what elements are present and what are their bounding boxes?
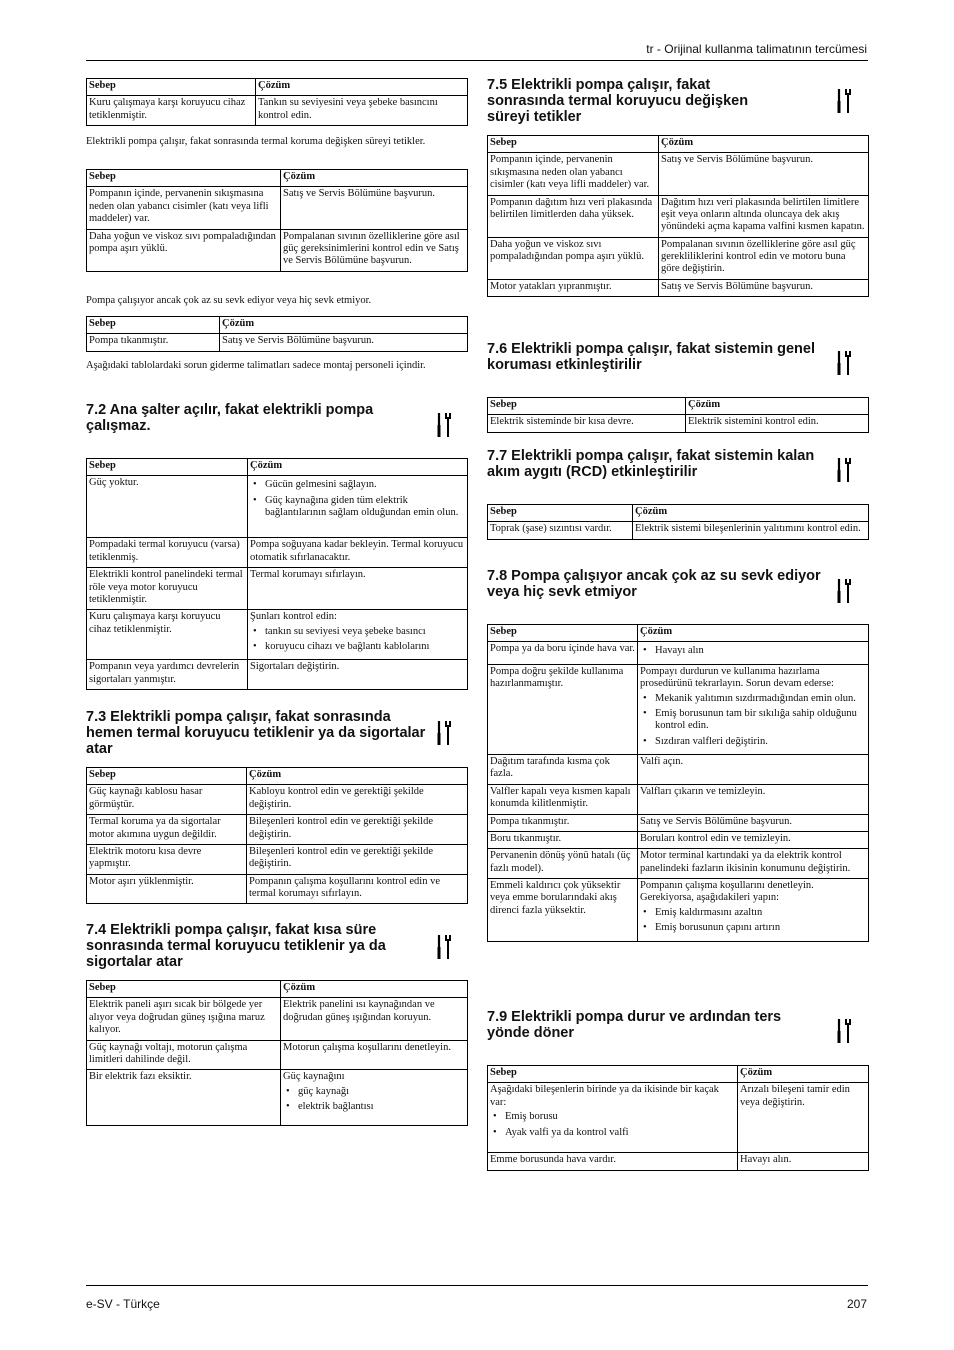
table-7-3: Sebep Çözüm Güç kaynağı kablosu hasar görmüştür. Kabloyu kontrol edin ve gerektiği şekilde değiştirin. Termal koruma ya da sigortalar motor akımına uygun değildir. Bileşenleri kontrol edin ve gerektiği şekilde değiştirin. Elektrik motoru kısa devre yapmıştır. Bileşenleri kontrol edin ve gerektiği şekilde değiştirin. Motor aşırı yüklenmiştir. Pompanın çalışma koşullarını kontrol edin ve termal korumayı sıfırlayın. [86,767,468,904]
table-clogged: Sebep Çözüm Pompa tıkanmıştır. Satış ve Servis Bölümüne başvurun. [86,316,468,352]
note-low-flow: Pompa çalışıyor ancak çok az su sevk ediyor veya hiç sevk etmiyor. [86,295,372,306]
table-row: Aşağıdaki bileşenlerin birinde ya da ikisinde bir kaçak var: • Emiş borusu • Ayak valfi ya da kontrol valfi Arızalı bileşeni tamir edin veya değiştirin. [488,1083,869,1153]
tools-icon [434,718,454,748]
tools-icon [834,455,854,485]
table-row: Pompanın içinde, pervanenin sıkışmasına neden olan yabancı cisimler (katı veya lifli maddeler) var. Satış ve Servis Bölümüne başvurun. [87,187,468,229]
header-rule [86,60,868,61]
heading-7-6: 7.6 Elektrikli pompa çalışır, fakat sistemin genel koruması etkinleştirilir [487,341,816,374]
table-row: Güç yoktur. • Gücün gelmesini sağlayın. • Güç kaynağına giden tüm elektrik bağlantılarının sağlam olduğundan emin olun. [87,476,468,538]
table-dry-run [86,78,468,126]
table-row: Pompanın içinde, pervanenin sıkışmasına neden olan yabancı cisimler (katı veya lifli maddeler) var. Satış ve Servis Bölümüne başvurun. [488,153,869,195]
heading-7-5: 7.5 Elektrikli pompa çalışır, fakat sonrasında termal koruyucu değişken süreyi tetikler [487,77,749,126]
table-row: Pervanenin dönüş yönü hatalı (üç fazlı model). Motor terminal kartındaki ya da elektrik kontrol panelindeki fazların ikisinin konumunu değiştirin. [488,849,869,879]
heading-7-2: 7.2 Ana şalter açılır, fakat elektrikli pompa çalışmaz. [86,402,374,435]
table-row: Bir elektrik fazı eksiktir. Güç kaynağını • güç kaynağı • elektrik bağlantısı [87,1070,468,1126]
tools-icon [434,932,454,962]
footer-rule [86,1285,868,1286]
table-row: Kuru çalışmaya karşı koruyucu cihaz tetiklenmiştir. Şunları kontrol edin: • tankın su seviyesi veya şebeke basıncı • koruyucu cihazı ve bağlantı kablolarını [87,610,468,660]
table-7-2: Sebep Çözüm Güç yoktur. • Gücün gelmesini sağlayın. • Güç kaynağına giden tüm elektrik bağlantılarının sağlam olduğundan emin olun. Pompadaki termal koruyucu (varsa) tetiklenmiş. Pompa soğuyana kadar bekleyin. Termal koruyucu otomatik sıfırlanacaktır. Elektrikli kontrol panelindeki termal röle veya motor koruyucu tetiklenmiştir. Termal korumayı sıfırlayın. Kuru çalışmaya karşı koruyucu cihaz tetiklenmiştir. Şunları kontrol edin: • tankın su seviyesi veya şebeke basıncı • koruyucu cihazı ve bağlantı kablolarını Pompanın veya yardımcı devrelerin sigortaları yanmıştır. Sigortaları değiştirin. [86,458,468,690]
page-header: tr - Orijinal kullanma talimatının tercümesi [646,42,867,56]
heading-7-9: 7.9 Elektrikli pompa durur ve ardından ters yönde döner [487,1009,782,1042]
col-solution: Çözüm [256,79,468,96]
page-number: 207 [846,1297,867,1311]
table-row: Pompa doğru şekilde kullanıma hazırlanmamıştır. Pompayı durdurun ve kullanıma hazırlama prosedürünü tekrarlayın. Sorun devam ederse: • Mekanik yalıtımın sızdırmadığından emin olun. • Emiş borusunun tam bir sıkılığa sahip olduğunu kontrol edin. • Sızdıran valfleri değiştirin. [488,664,869,754]
table-row: Motor aşırı yüklenmiştir. Pompanın çalışma koşullarını kontrol edin ve termal korumayı sıfırlayın. [87,874,468,904]
table-row: Pompanın dağıtım hızı veri plakasında belirtilen limitlerden daha yüksek. Dağıtım hızı veri plakasında belirtilen limitlere eşit veya onların altında oluncaya dek akış yönündeki açma kapama valfini kısmen kapatın. [488,195,869,237]
footer-doc: e-SV - Türkçe [86,1297,160,1311]
table-row: Kuru çalışmaya karşı koruyucu cihaz tetiklenmiştir. Tankın su seviyesini veya şebeke basıncını kontrol edin. [87,96,468,126]
table-row: Daha yoğun ve viskoz sıvı pompaladığından pompa aşırı yüklü. Pompalanan sıvının özelliklerine göre asıl güç gerekliliklerini kontrol edin ve motoru buna göre değiştirin. [488,237,869,279]
table-row: Toprak (şase) sızıntısı vardır. Elektrik sistemi bileşenlerinin yalıtımını kontrol edin. [488,522,869,539]
table-row: Güç kaynağı voltajı, motorun çalışma limitleri dahilinde değil. Motorun çalışma koşullarını denetleyin. [87,1040,468,1070]
table-row: Pompadaki termal koruyucu (varsa) tetiklenmiş. Pompa soğuyana kadar bekleyin. Termal koruyucu otomatik sıfırlanacaktır. [87,538,468,568]
table-7-6: Sebep Çözüm Elektrik sisteminde bir kısa devre. Elektrik sistemini kontrol edin. [487,397,869,433]
table-7-7: Sebep Çözüm Toprak (şase) sızıntısı vardır. Elektrik sistemi bileşenlerinin yalıtımını kontrol edin. [487,504,869,540]
tools-icon [434,410,454,440]
col-cause: Sebep [87,79,256,96]
table-7-8: Sebep Çözüm Pompa ya da boru içinde hava var. • Havayı alın Pompa doğru şekilde kullanıma hazırlanmamıştır. Pompayı durdurun ve kullanıma hazırlama prosedürünü tekrarlayın. Sorun devam ederse: • Mekanik yalıtımın sızdırmadığından emin olun. • Emiş borusunun tam bir sıkılığa sahip olduğunu kontrol edin. • Sızdıran valfleri değiştirin. Dağıtım tarafında kısma çok fazla. Valfi açın. Valfler kapalı veya kısmen kapalı konumda kilitlenmiştir. Valfları çıkarın ve temizleyin. Pompa tıkanmıştır. Satış ve Servis Bölümüne başvurun. Boru tıkanmıştır. Boruları kontrol edin ve temizleyin. Pervanenin dönüş yönü hatalı (üç fazlı model). Motor terminal kartındaki ya da elektrik kontrol panelindeki fazların ikisinin konumunu değiştirin. Emmeli kaldırıcı çok yüksektir veya emme borularındaki akış direnci fazla yüksektir. Pompanın çalışma koşullarını denetleyin. Gerekiyorsa, aşağıdakileri yapın: • Emiş kaldırmasını azaltın • Emiş borusunun çapını artırın [487,624,869,942]
table-row: Elektrik sisteminde bir kısa devre. Elektrik sistemini kontrol edin. [488,415,869,432]
tools-icon [834,86,854,116]
heading-7-4: 7.4 Elektrikli pompa çalışır, fakat kısa süre sonrasında termal koruyucu tetiklenir ya da sigortalar atar [86,922,386,971]
table-row: Valfler kapalı veya kısmen kapalı konumda kilitlenmiştir. Valfları çıkarın ve temizleyin. [488,784,869,814]
table-row: Motor yatakları yıpranmıştır. Satış ve Servis Bölümüne başvurun. [488,279,869,296]
table-row: Elektrik motoru kısa devre yapmıştır. Bileşenleri kontrol edin ve gerektiği şekilde değiştirin. [87,844,468,874]
note-installer: Aşağıdaki tablolardaki sorun giderme talimatları sadece montaj personeli içindir. [86,360,426,371]
table-row: Pompa tıkanmıştır. Satış ve Servis Bölümüne başvurun. [488,814,869,831]
table-row: Dağıtım tarafında kısma çok fazla. Valfi açın. [488,755,869,785]
table-row: Daha yoğun ve viskoz sıvı pompaladığından pompa aşırı yüklü. Pompalanan sıvının özelliklerine göre asıl güç gereksinimlerini kontrol edin ve Satış ve Servis Bölümüne başvurun. [87,229,468,271]
table-7-5: Sebep Çözüm Pompanın içinde, pervanenin sıkışmasına neden olan yabancı cisimler (katı veya lifli maddeler) var. Satış ve Servis Bölümüne başvurun. Pompanın dağıtım hızı veri plakasında belirtilen limitlerden daha yüksek. Dağıtım hızı veri plakasında belirtilen limitlere eşit veya onların altında oluncaya dek akış yönündeki açma kapama valfini kısmen kapatın. Daha yoğun ve viskoz sıvı pompaladığından pompa aşırı yüklü. Pompalanan sıvının özelliklerine göre asıl güç gerekliliklerini kontrol edin ve motoru buna göre değiştirin. Motor yatakları yıpranmıştır. Satış ve Servis Bölümüne başvurun. [487,135,869,297]
heading-7-3: 7.3 Elektrikli pompa çalışır, fakat sonrasında hemen termal koruyucu tetiklenir ya da sigortalar atar [86,709,426,758]
heading-7-8: 7.8 Pompa çalışıyor ancak çok az su sevk ediyor veya hiç sevk etmiyor [487,568,821,601]
tools-icon [834,348,854,378]
table-thermal: Sebep Çözüm Pompanın içinde, pervanenin sıkışmasına neden olan yabancı cisimler (katı veya lifli maddeler) var. Satış ve Servis Bölümüne başvurun. Daha yoğun ve viskoz sıvı pompaladığından pompa aşırı yüklü. Pompalanan sıvının özelliklerine göre asıl güç gereksinimlerini kontrol edin ve Satış ve Servis Bölümüne başvurun. [86,169,468,272]
table-row: Güç kaynağı kablosu hasar görmüştür. Kabloyu kontrol edin ve gerektiği şekilde değiştirin. [87,785,468,815]
heading-7-7: 7.7 Elektrikli pompa çalışır, fakat sistemin kalan akım aygıtı (RCD) etkinleştirilir [487,448,815,481]
table-row: Pompa tıkanmıştır. Satış ve Servis Bölümüne başvurun. [87,334,468,351]
note-thermal: Elektrikli pompa çalışır, fakat sonrasında termal koruma değişken süreyi tetikler. [86,136,426,147]
table-7-9: Sebep Çözüm Aşağıdaki bileşenlerin birinde ya da ikisinde bir kaçak var: • Emiş borusu • Ayak valfi ya da kontrol valfi Arızalı bileşeni tamir edin veya değiştirin. Emme borusunda hava vardır. Havayı alın. [487,1065,869,1171]
table-row: Termal koruma ya da sigortalar motor akımına uygun değildir. Bileşenleri kontrol edin ve gerektiği şekilde değiştirin. [87,815,468,845]
table-row: Elektrik paneli aşırı sıcak bir bölgede yer alıyor veya doğrudan güneş ışığına maruz kalıyor. Elektrik panelini ısı kaynağından ve doğrudan güneş ışığından koruyun. [87,998,468,1040]
table-row: Pompa ya da boru içinde hava var. • Havayı alın [488,642,869,664]
table-row: Emme borusunda hava vardır. Havayı alın. [488,1153,869,1170]
table-row: Elektrikli kontrol panelindeki termal röle veya motor koruyucu tetiklenmiştir. Termal korumayı sıfırlayın. [87,568,468,610]
table-7-4: Sebep Çözüm Elektrik paneli aşırı sıcak bir bölgede yer alıyor veya doğrudan güneş ışığına maruz kalıyor. Elektrik panelini ısı kaynağından ve doğrudan güneş ışığından koruyun. Güç kaynağı voltajı, motorun çalışma limitleri dahilinde değil. Motorun çalışma koşullarını denetleyin. Bir elektrik fazı eksiktir. Güç kaynağını • güç kaynağı • elektrik bağlantısı [86,980,468,1126]
tools-icon [834,576,854,606]
table-row: Pompanın veya yardımcı devrelerin sigortaları yanmıştır. Sigortaları değiştirin. [87,660,468,690]
tools-icon [834,1016,854,1046]
table-row: Emmeli kaldırıcı çok yüksektir veya emme borularındaki akış direnci fazla yüksektir. Pompanın çalışma koşullarını denetleyin. Gerekiyorsa, aşağıdakileri yapın: • Emiş kaldırmasını azaltın • Emiş borusunun çapını artırın [488,879,869,942]
table-row: Boru tıkanmıştır. Boruları kontrol edin ve temizleyin. [488,831,869,848]
